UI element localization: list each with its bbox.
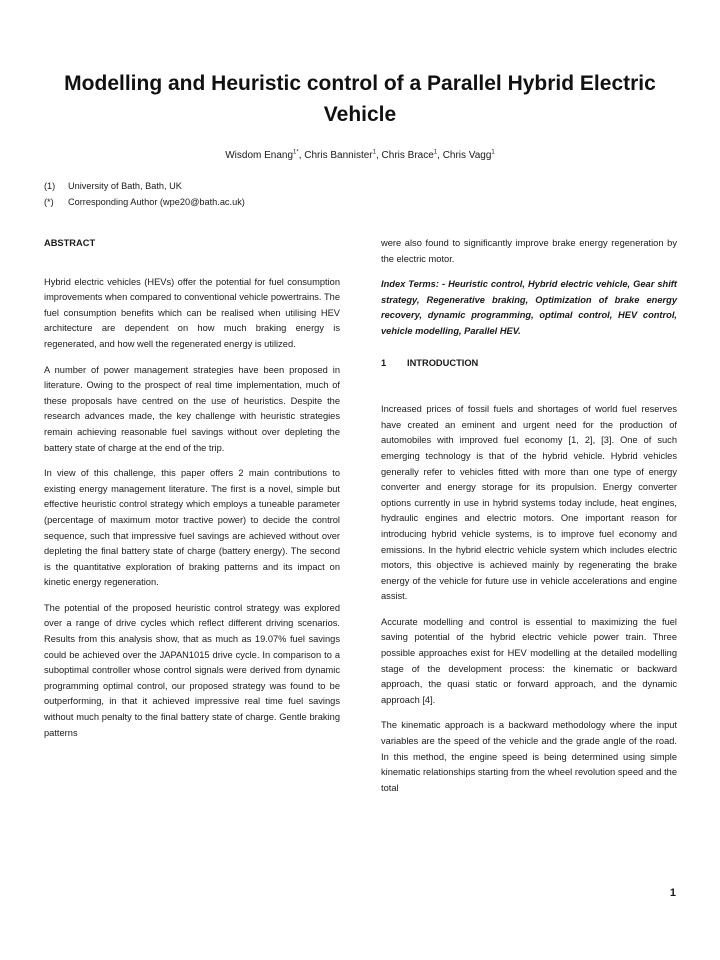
intro-paragraph: Increased prices of fossil fuels and shortages of world fuel reserves have created an eminent and urgent need for the production of automobiles with improved fuel economy [1, 2], [3]. One of such emerging technology is that of the hybrid vehicle. Hybrid vehicles generally refer to vehicles fitted with more than one type of energy converter and energy storage for its propulsion. Energy converter options currently in use in hybrid systems today include, heat engines, hydraulic engines and electric motors. One important reason for introducing hybrid vehicle systems, is to improve fuel economy and emissions. In the hybrid electric vehicle system which includes electric motors, this objective is achieved mainly by regenerating the brake energy of the vehicle for future use in vehicle accelerations and engine assist. xyxy=(381,404,677,602)
left-column xyxy=(44,236,340,751)
author: Chris Bannister$^1$, xyxy=(304,150,382,162)
abstract-continuation: were also found to significantly improve brake energy regeneration by the electric motor. xyxy=(381,238,677,264)
affiliation-item: (1) University of Bath, Bath, UK xyxy=(44,181,182,191)
intro-paragraph: The kinematic approach is a backward methodology where the input variables are the speed of the vehicle and the grade angle of the road. In this method, the engine speed is being determined using simple kinematic relationships starting from the wheel revolution speed and the total xyxy=(381,720,677,793)
author-list xyxy=(40,146,680,163)
abstract-heading: ABSTRACT xyxy=(44,238,96,248)
section-heading xyxy=(381,356,677,372)
section-title: INTRODUCTION xyxy=(407,357,479,368)
paper-title: Modelling and Heuristic control of a Parallel Hybrid Electric Vehicle xyxy=(64,72,656,126)
abstract-paragraph: Hybrid electric vehicles (HEVs) offer the potential for fuel consumption improvements when compared to conventional vehicle powertrains. The fuel consumption benefits which can be realised when utilising HEV architecture are dependent on how much braking energy is regenerated, and how well the regenerated energy is utilized. xyxy=(44,276,340,349)
abstract-paragraph: In view of this challenge, this paper offers 2 main contributions to existing energy management literature. The first is a novel, simple but effective heuristic control strategy which employs a tuneable parameter (percentage of maximum motor tractive power) to decide the control sequence, such that impressive fuel savings are achieved without over depleting the final battery state of charge (battery energy). The second is the quantitative exploration of braking patterns and its impact on kinetic energy regeneration. xyxy=(44,468,340,588)
intro-paragraph: Accurate modelling and control is essential to maximizing the fuel saving potential of the hybrid electric vehicle power train. Three possible approaches exist for HEV modelling at the detailed modelling stage of the development process: the kinematic or backward approach, the quasi static or forward approach, and the dynamic approach [4]. xyxy=(381,616,677,705)
abstract-paragraph: The potential of the proposed heuristic control strategy was explored over a range of drive cycles which reflect different driving scenarios. Results from this analysis show, that as much as 19.07% fuel savings could be achieved over the JAPAN1015 drive cycle. In comparison to a suboptimal controller whose control signals were derived from dynamic programming optimal control, our proposed strategy was found to be outperforming, in that it achieved impressive real time fuel savings without much penalty to the final battery state of charge. Gentle braking patterns xyxy=(44,602,340,738)
author: Chris Vagg$^1$ xyxy=(442,150,495,162)
section-number: 1 xyxy=(381,357,387,368)
index-terms: Index Terms: - Heuristic control, Hybrid electric vehicle, Gear shift strategy, Regenerative braking, Optimization of brake energy recovery, dynamic programming, optimal control, HEV control, vehicle modelling, Parallel HEV. xyxy=(381,279,677,336)
author: Wisdom Enang$^{1*}$, xyxy=(225,150,305,162)
page-number: 1 xyxy=(669,887,676,899)
author: Chris Brace$^1$, xyxy=(381,150,443,162)
abstract-paragraph: A number of power management strategies have been proposed in literature. Owing to the prospect of real time implementation, much of these proposals have centred on the use of heuristics. Despite the research advances made, the key challenge with heuristic strategies remain achieving reasonable fuel savings without over depleting the battery state of charge at the end of the trip. xyxy=(44,364,340,453)
affiliation-item: (*) Corresponding Author (wpe20@bath.ac.uk) xyxy=(44,197,245,207)
right-column xyxy=(381,236,677,806)
affiliations xyxy=(44,178,444,210)
